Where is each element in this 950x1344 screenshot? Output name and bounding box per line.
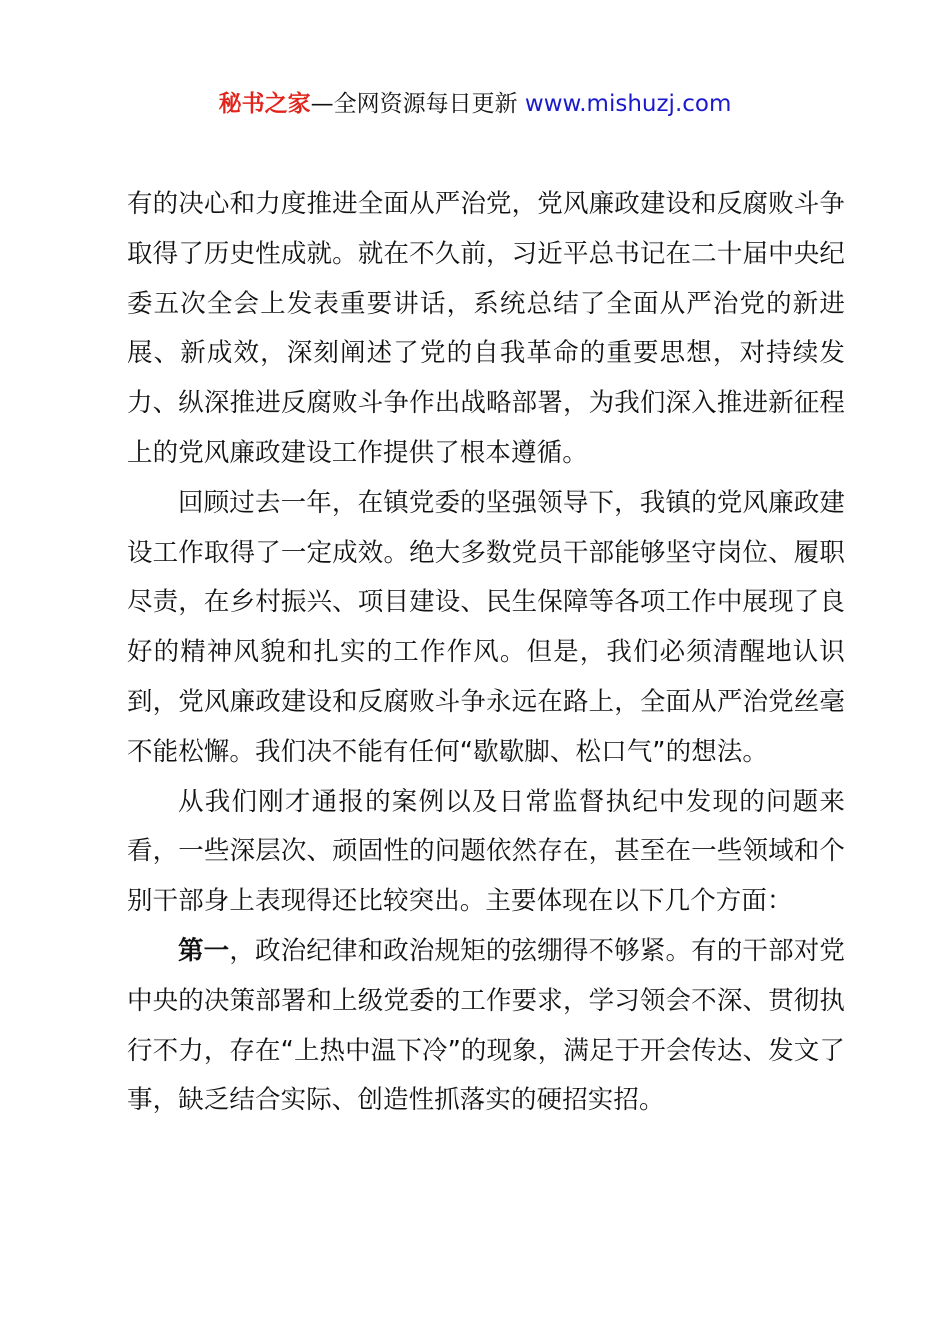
paragraph-2: [127, 479, 845, 778]
header-tagline: —全网资源每日更新: [310, 91, 525, 117]
paragraph-4: [127, 927, 845, 1126]
paragraph-3: [127, 778, 845, 927]
page-header: [0, 86, 950, 122]
document-body: [127, 180, 845, 1126]
paragraph-text: 回顾过去一年，在镇党委的坚强领导下，我镇的党风廉政建设工作取得了一定成效。绝大多数党员干部能够坚守岗位、履职尽责，在乡村振兴、项目建设、民生保障等各项工作中展现了良好的精神风貌和扎实的工作作风。但是，我们必须清醒地认识到，党风廉政建设和反腐败斗争永远在路上，全面从严治党丝毫不能松懈。我们决不能有任何“歇歇脚、松口气”的想法。: [127, 487, 845, 767]
header-url-link[interactable]: www.mishuzj.com: [524, 91, 732, 117]
paragraph-1: [127, 180, 845, 479]
header-brand: 秘书之家: [218, 91, 311, 117]
paragraph-lead: 第一: [178, 935, 230, 966]
paragraph-text: ，政治纪律和政治规矩的弦绷得不够紧。有的干部对党中央的决策部署和上级党委的工作要求，学习领会不深、贯彻执行不力，存在“上热中温下冷”的现象，满足于开会传达、发文了事，缺乏结合实际、创造性抓落实的硬招实招。: [127, 935, 845, 1116]
paragraph-text: 有的决心和力度推进全面从严治党，党风廉政建设和反腐败斗争取得了历史性成就。就在不久前，习近平总书记在二十届中央纪委五次全会上发表重要讲话，系统总结了全面从严治党的新进展、新成效，深刻阐述了党的自我革命的重要思想，对持续发力、纵深推进反腐败斗争作出战略部署，为我们深入推进新征程上的党风廉政建设工作提供了根本遵循。: [127, 189, 845, 468]
paragraph-text: 从我们刚才通报的案例以及日常监督执纪中发现的问题来看，一些深层次、顽固性的问题依然存在，甚至在一些领域和个别干部身上表现得还比较突出。主要体现在以下几个方面：: [127, 786, 845, 917]
